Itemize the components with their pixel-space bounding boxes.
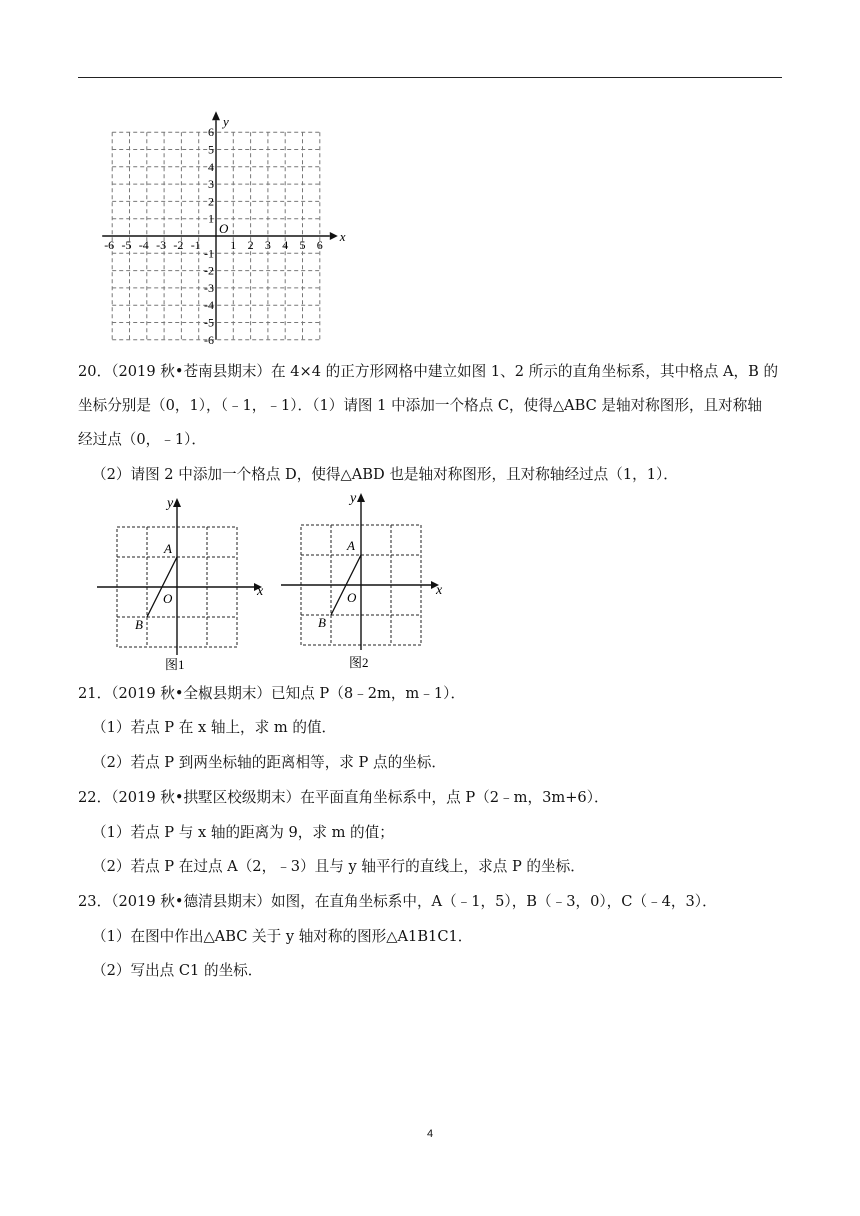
- q20-line1: 20．（2019 秋•苍南县期末）在 4×4 的正方形网格中建立如图 1、2 所示的直角坐标系，其中格点 A，B 的: [78, 363, 779, 380]
- y-axis-arrow: [173, 498, 181, 507]
- x-tick-label: 4: [282, 238, 289, 252]
- x-tick-label: 5: [299, 238, 306, 252]
- x-label: x: [436, 583, 443, 598]
- b-label: B: [318, 615, 326, 630]
- y-tick-label: 1: [208, 211, 214, 226]
- y-axis-arrow: [212, 111, 220, 120]
- q20-line3: 经过点（0，﹣1）．: [78, 431, 207, 448]
- y-label: y: [167, 496, 174, 511]
- y-tick-label: 3: [208, 177, 214, 192]
- q20-line2: 坐标分别是（0，1），（﹣1，﹣1）．（1）请图 1 中添加一个格点 C，使得△ABC 是轴对称图形，且对称轴: [78, 397, 762, 414]
- y-tick-label: -4: [204, 298, 214, 313]
- y-axis-label: y: [223, 114, 229, 130]
- y-tick-label: 6: [208, 125, 214, 140]
- x-axis-label: x: [339, 229, 346, 244]
- y-tick-label: 4: [208, 159, 214, 174]
- b-label: B: [135, 617, 143, 632]
- x-tick-label: -2: [173, 238, 184, 252]
- y-axis-arrow: [357, 493, 365, 502]
- y-tick-label: 2: [208, 194, 214, 209]
- q22-title: 22．（2019 秋•拱墅区校级期末）在平面直角坐标系中，点 P（2﹣m，3m+6）．: [78, 789, 609, 806]
- x-tick-label: -3: [156, 238, 167, 252]
- x-tick-label: 3: [264, 238, 271, 252]
- o-label: O: [163, 591, 173, 606]
- y-tick-label: -3: [204, 280, 214, 295]
- q21-title: 21．（2019 秋•全椒县期末）已知点 P（8﹣2m，m﹣1）．: [78, 685, 466, 702]
- x-tick-label: -5: [121, 238, 132, 252]
- header-rule: [78, 77, 782, 78]
- y-tick-label: -5: [204, 315, 214, 330]
- origin-label: O: [219, 221, 229, 236]
- figure-2: [276, 490, 456, 670]
- q20-sub2: （2）请图 2 中添加一个格点 D，使得△ABD 也是轴对称图形，且对称轴经过点（1，1）．: [92, 466, 678, 483]
- x-tick-label: 2: [247, 238, 254, 252]
- y-tick-label: -2: [204, 263, 214, 278]
- a-label: A: [347, 538, 355, 553]
- q21-sub1: （1）若点 P 在 x 轴上，求 m 的值．: [92, 719, 337, 736]
- q22-sub2: （2）若点 P 在过点 A（2，﹣3）且与 y 轴平行的直线上，求点 P 的坐标．: [92, 858, 585, 875]
- y-tick-label: -6: [204, 332, 214, 347]
- a-label: A: [164, 541, 172, 556]
- q23-sub2: （2）写出点 C1 的坐标．: [92, 962, 263, 979]
- o-label: O: [347, 590, 357, 605]
- x-tick-label: -4: [138, 238, 149, 252]
- y-tick-label: 5: [208, 142, 214, 157]
- q23-sub1: （1）在图中作出△ABC 关于 y 轴对称的图形△A1B1C1．: [92, 928, 473, 945]
- y-tick-label: -1: [204, 246, 214, 261]
- y-label: y: [350, 491, 357, 506]
- x-axis-arrow: [330, 232, 338, 240]
- q22-sub1: （1）若点 P 与 x 轴的距离为 9，求 m 的值；: [92, 824, 394, 841]
- x-label: x: [257, 584, 264, 599]
- q21-sub2: （2）若点 P 到两坐标轴的距离相等，求 P 点的坐标．: [92, 754, 446, 771]
- x-tick-label: 1: [230, 238, 237, 252]
- figure-caption: 图2: [349, 655, 369, 670]
- q23-title: 23．（2019 秋•德清县期末）如图，在直角坐标系中，A（﹣1，5），B（﹣3，0），C（﹣4，3）．: [78, 893, 717, 910]
- x-tick-label: -1: [190, 238, 201, 252]
- page-number: 4: [426, 1128, 434, 1140]
- x-tick-label: -6: [104, 238, 115, 252]
- figure-caption: 图1: [165, 657, 185, 672]
- coordinate-grid-figure: [95, 108, 346, 347]
- figure-1: [92, 495, 272, 675]
- x-tick-label: 6: [316, 238, 323, 252]
